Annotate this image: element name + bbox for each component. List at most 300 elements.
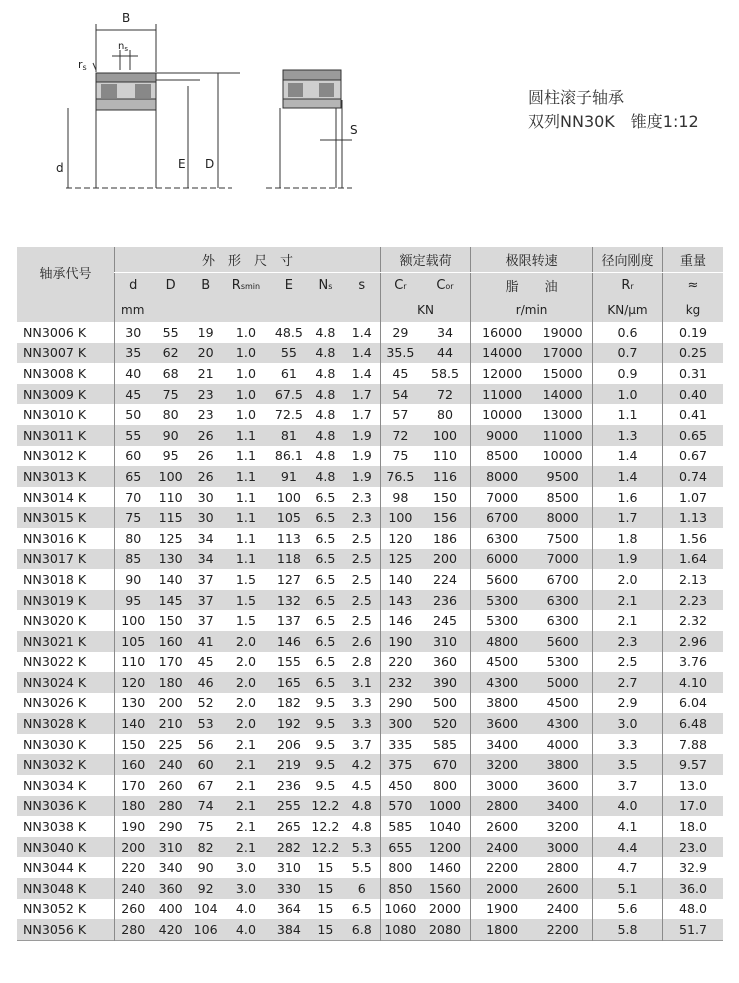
table-cell: 6300 <box>546 613 579 629</box>
table-cell: 1060 <box>381 899 420 920</box>
table-cell: 146 <box>381 610 420 631</box>
table-cell: 170 <box>115 775 152 796</box>
table-cell: 2.1 <box>235 819 256 835</box>
table-cell: 6700 <box>471 507 534 528</box>
table-cell: 45 <box>381 363 420 384</box>
table-cell: 60 <box>115 446 152 467</box>
table-cell: 1.8 <box>593 528 663 549</box>
table-row <box>17 652 723 673</box>
table-cell: 390 <box>420 672 471 693</box>
bearing-code-cell: NN3019 K <box>17 590 115 611</box>
table-cell: 8500 <box>546 489 579 505</box>
table-cell: 1.0 <box>222 384 271 405</box>
table-cell: 225 <box>158 736 183 752</box>
table-cell: 15 <box>307 919 343 940</box>
table-cell: 8000 <box>471 466 534 487</box>
bearing-code-cell: NN3008 K <box>23 365 87 381</box>
table-row <box>17 713 723 734</box>
table-cell: 3.0 <box>593 713 663 734</box>
table-cell: 75 <box>152 384 190 405</box>
table-cell: 1.1 <box>235 489 256 505</box>
table-cell: 40 <box>115 363 152 384</box>
table-cell: 3.1 <box>343 672 380 693</box>
table-cell: 4000 <box>546 736 579 752</box>
table-cell: 9.5 <box>315 736 336 752</box>
table-cell: 5300 <box>471 610 534 631</box>
table-cell: 15 <box>317 901 334 917</box>
table-cell: 1.1 <box>222 549 271 570</box>
table-cell: 3400 <box>533 796 592 817</box>
table-row <box>17 487 723 508</box>
label-B: B <box>122 11 131 25</box>
table-cell: 1000 <box>420 796 471 817</box>
table-cell: 12.2 <box>307 796 343 817</box>
table-cell: 2.3 <box>593 631 663 652</box>
table-cell: 81 <box>270 425 307 446</box>
table-row <box>17 734 723 755</box>
table-cell: 98 <box>381 487 420 508</box>
table-cell: 5000 <box>533 672 592 693</box>
col-Cr: Cr <box>381 273 420 299</box>
table-cell: 1.6 <box>593 487 663 508</box>
table-cell: 1.4 <box>593 446 663 467</box>
table-cell: 18.0 <box>663 816 724 837</box>
table-cell: 5.5 <box>351 860 372 876</box>
table-row <box>17 466 723 487</box>
table-cell: 0.40 <box>663 384 724 405</box>
table-row <box>17 857 723 878</box>
table-cell: 48.0 <box>663 899 724 920</box>
table-cell: 72 <box>420 384 471 405</box>
table-row <box>17 816 723 837</box>
table-cell: 335 <box>381 734 420 755</box>
table-cell: 1.5 <box>235 613 256 629</box>
table-cell: 80 <box>436 407 453 423</box>
unit-mm: mm <box>115 298 381 322</box>
table-cell: 2.0 <box>235 695 256 711</box>
table-cell: 4.8 <box>315 324 336 340</box>
table-cell: 110 <box>158 489 183 505</box>
table-cell: 1.1 <box>222 507 271 528</box>
table-cell: 1.5 <box>235 571 256 587</box>
table-cell: 14000 <box>471 343 534 364</box>
col-approx: ≈ <box>663 273 724 299</box>
table-cell: 100 <box>152 466 190 487</box>
table-cell: 1.1 <box>593 404 663 425</box>
table-cell: 125 <box>381 549 420 570</box>
table-cell: 132 <box>270 590 307 611</box>
table-cell: 200 <box>158 695 183 711</box>
table-cell: 2600 <box>471 816 534 837</box>
table-cell: 450 <box>381 775 420 796</box>
table-cell: 3600 <box>471 713 534 734</box>
table-cell: 4500 <box>471 652 534 673</box>
table-cell: 37 <box>190 590 222 611</box>
unit-rpm: r/min <box>471 298 593 322</box>
table-row <box>17 528 723 549</box>
table-cell: 57 <box>381 404 420 425</box>
table-cell: 36.0 <box>663 878 724 899</box>
table-cell: 30 <box>197 489 214 505</box>
table-cell: 3800 <box>533 754 592 775</box>
table-cell: 9000 <box>471 425 534 446</box>
table-cell: 105 <box>115 631 152 652</box>
table-cell: 1.4 <box>593 466 663 487</box>
table-cell: 206 <box>276 736 301 752</box>
table-cell: 75 <box>197 819 214 835</box>
table-cell: 180 <box>152 672 190 693</box>
table-cell: 192 <box>270 713 307 734</box>
table-cell: 16000 <box>471 322 534 343</box>
table-cell: 4300 <box>533 713 592 734</box>
table-cell: 3200 <box>471 754 534 775</box>
label-D: D <box>205 157 215 171</box>
table-cell: 2.3 <box>343 507 380 528</box>
group-weight: 重量 <box>663 247 724 273</box>
table-cell: 3.7 <box>351 736 372 752</box>
table-row <box>17 754 723 775</box>
table-cell: 2.32 <box>663 610 724 631</box>
table-cell: 45 <box>197 654 214 670</box>
table-cell: 15 <box>307 878 343 899</box>
table-cell: 113 <box>276 530 301 546</box>
table-cell: 1.07 <box>663 487 724 508</box>
table-cell: 15000 <box>542 365 583 381</box>
table-row <box>17 425 723 446</box>
table-cell: 670 <box>420 754 471 775</box>
bearing-code-cell: NN3040 K <box>17 837 115 858</box>
table-cell: 180 <box>115 796 152 817</box>
table-cell: 9.5 <box>315 695 336 711</box>
table-cell: 45 <box>115 384 152 405</box>
group-speed: 极限转速 <box>471 247 593 273</box>
table-cell: 30 <box>190 507 222 528</box>
table-cell: 110 <box>115 652 152 673</box>
bearing-code-cell: NN3017 K <box>17 549 115 570</box>
table-cell: 105 <box>270 507 307 528</box>
table-cell: 3.3 <box>593 734 663 755</box>
table-cell: 360 <box>432 654 457 670</box>
table-cell: 6.48 <box>663 713 724 734</box>
table-cell: 4.8 <box>351 819 372 835</box>
table-cell: 5300 <box>471 590 534 611</box>
table-cell: 6 <box>343 878 380 899</box>
bearing-code-cell: NN3014 K <box>23 489 87 505</box>
table-cell: 3600 <box>546 777 579 793</box>
table-cell: 6300 <box>471 528 534 549</box>
table-cell: 2.3 <box>351 489 372 505</box>
table-cell: 34 <box>197 530 214 546</box>
title-line2: 双列NN30K 锥度1:12 <box>528 112 699 131</box>
bearing-code-cell: NN3052 K <box>23 901 87 917</box>
table-cell: 26 <box>190 425 222 446</box>
table-cell: 375 <box>381 754 420 775</box>
table-cell: 4.8 <box>343 796 380 817</box>
table-cell: 116 <box>420 466 471 487</box>
table-cell: 95 <box>162 448 179 464</box>
table-cell: 150 <box>158 613 183 629</box>
table-row <box>17 631 723 652</box>
table-cell: 190 <box>381 631 420 652</box>
table-cell: 2000 <box>428 901 461 917</box>
table-cell: 2.5 <box>343 549 380 570</box>
table-cell: 5.1 <box>593 878 663 899</box>
table-cell: 800 <box>432 777 457 793</box>
table-cell: 236 <box>420 590 471 611</box>
label-S: S <box>350 123 358 137</box>
table-cell: 9500 <box>533 466 592 487</box>
table-cell: 2.9 <box>593 693 663 714</box>
table-cell: 1460 <box>428 860 461 876</box>
table-cell: 46 <box>190 672 222 693</box>
bearing-code-cell: NN3020 K <box>23 613 87 629</box>
table-cell: 2.0 <box>222 672 271 693</box>
bearing-code-cell: NN3026 K <box>23 695 87 711</box>
bearing-code-cell: NN3024 K <box>17 672 115 693</box>
table-cell: 384 <box>270 919 307 940</box>
table-cell: 23 <box>197 407 214 423</box>
table-cell: 4.0 <box>222 919 271 940</box>
table-cell: 6.5 <box>307 631 343 652</box>
table-cell: 17000 <box>533 343 592 364</box>
col-R: Rsmin <box>222 273 271 299</box>
table-cell: 91 <box>270 466 307 487</box>
table-cell: 240 <box>152 754 190 775</box>
table-cell: 82 <box>190 837 222 858</box>
table-cell: 2.1 <box>235 736 256 752</box>
table-cell: 48.5 <box>274 324 303 340</box>
table-cell: 7000 <box>533 549 592 570</box>
table-cell: 44 <box>420 343 471 364</box>
table-cell: 1.9 <box>343 466 380 487</box>
table-cell: 61 <box>280 365 297 381</box>
table-cell: 1.4 <box>343 343 380 364</box>
table-cell: 160 <box>152 631 190 652</box>
table-cell: 585 <box>432 736 457 752</box>
table-cell: 86.1 <box>274 448 303 464</box>
table-cell: 3.3 <box>343 713 380 734</box>
table-cell: 6.5 <box>307 507 343 528</box>
table-cell: 1.0 <box>235 407 256 423</box>
table-cell: 4.8 <box>307 384 343 405</box>
table-cell: 4.8 <box>307 425 343 446</box>
table-cell: 4.5 <box>351 777 372 793</box>
table-cell: 100 <box>276 489 301 505</box>
table-cell: 7500 <box>546 530 579 546</box>
table-cell: 310 <box>152 837 190 858</box>
table-cell: 2.1 <box>593 610 663 631</box>
table-cell: 6.04 <box>663 693 724 714</box>
table-cell: 9.57 <box>663 754 724 775</box>
table-cell: 3.7 <box>593 775 663 796</box>
table-cell: 6.5 <box>315 489 336 505</box>
table-cell: 150 <box>115 734 152 755</box>
roller-left <box>101 84 117 98</box>
table-cell: 67.5 <box>270 384 307 405</box>
table-cell: 1.1 <box>235 448 256 464</box>
bearing-code-cell: NN3028 K <box>17 713 115 734</box>
table-cell: 72 <box>381 425 420 446</box>
table-cell: 4.8 <box>315 448 336 464</box>
table-cell: 12.2 <box>307 837 343 858</box>
table-cell: 5.6 <box>593 899 663 920</box>
table-cell: 190 <box>115 816 152 837</box>
table-row <box>17 363 723 384</box>
table-cell: 2.1 <box>222 754 271 775</box>
table-row <box>17 672 723 693</box>
table-cell: 6300 <box>533 590 592 611</box>
table-cell: 11000 <box>471 384 534 405</box>
table-cell: 1.56 <box>663 528 724 549</box>
table-cell: 13.0 <box>663 775 724 796</box>
table-row <box>17 343 723 364</box>
table-cell: 2.5 <box>351 530 372 546</box>
table-cell: 240 <box>115 878 152 899</box>
table-cell: 585 <box>381 816 420 837</box>
table-cell: 186 <box>432 530 457 546</box>
table-cell: 7000 <box>471 487 534 508</box>
table-cell: 2.0 <box>593 569 663 590</box>
table-cell: 160 <box>115 754 152 775</box>
table-cell: 340 <box>158 860 183 876</box>
table-cell: 35.5 <box>381 343 420 364</box>
table-cell: 13000 <box>542 407 583 423</box>
title-block <box>528 86 699 134</box>
table-cell: 2.1 <box>235 777 256 793</box>
table-cell: 34 <box>190 549 222 570</box>
table-cell: 80 <box>115 528 152 549</box>
table-cell: 2.5 <box>593 652 663 673</box>
table-cell: 232 <box>381 672 420 693</box>
table-body <box>17 322 723 940</box>
col-d: d <box>115 273 152 299</box>
table-cell: 156 <box>420 507 471 528</box>
table-cell: 200 <box>115 837 152 858</box>
table-cell: 11000 <box>533 425 592 446</box>
col-E: E <box>270 273 307 299</box>
table-cell: 219 <box>270 754 307 775</box>
table-cell: 2.5 <box>343 590 380 611</box>
table-cell: 2.96 <box>663 631 724 652</box>
table-cell: 800 <box>381 857 420 878</box>
table-cell: 2.23 <box>663 590 724 611</box>
table-cell: 140 <box>115 713 152 734</box>
bearing-spec-table <box>17 247 723 941</box>
table-cell: 9.5 <box>315 777 336 793</box>
col-Cor: Cor <box>420 273 471 299</box>
bearing-code-cell: NN3018 K <box>23 571 87 587</box>
table-cell: 165 <box>270 672 307 693</box>
table-cell: 90 <box>197 860 214 876</box>
table-cell: 6.5 <box>307 590 343 611</box>
bearing-code-cell: NN3036 K <box>17 796 115 817</box>
table-cell: 0.41 <box>663 404 724 425</box>
table-cell: 3.0 <box>222 878 271 899</box>
table-cell: 5.8 <box>593 919 663 940</box>
table-cell: 155 <box>276 654 301 670</box>
bearing-code-cell: NN3015 K <box>17 507 115 528</box>
table-cell: 100 <box>381 507 420 528</box>
table-row <box>17 775 723 796</box>
table-cell: 55 <box>115 425 152 446</box>
table-cell: 1.7 <box>343 384 380 405</box>
table-cell: 224 <box>432 571 457 587</box>
table-cell: 0.25 <box>663 343 724 364</box>
table-cell: 265 <box>276 819 301 835</box>
table-cell: 58.5 <box>430 365 459 381</box>
table-cell: 1080 <box>381 919 420 940</box>
table-cell: 75 <box>115 507 152 528</box>
table-cell: 3400 <box>471 734 534 755</box>
table-cell: 30 <box>115 322 152 343</box>
table-cell: 8000 <box>533 507 592 528</box>
table-cell: 520 <box>420 713 471 734</box>
table-cell: 300 <box>381 713 420 734</box>
table-cell: 2800 <box>471 796 534 817</box>
table-cell: 282 <box>270 837 307 858</box>
table-cell: 100 <box>420 425 471 446</box>
table-cell: 4.8 <box>315 365 336 381</box>
table-row <box>17 322 723 343</box>
table-cell: 6.5 <box>315 571 336 587</box>
table-cell: 7.88 <box>663 734 724 755</box>
bearing-code-cell: NN3016 K <box>23 530 87 546</box>
table-cell: 67 <box>197 777 214 793</box>
table-cell: 2.5 <box>351 613 372 629</box>
table-cell: 2.7 <box>593 672 663 693</box>
table-cell: 1.9 <box>351 448 372 464</box>
table-cell: 236 <box>276 777 301 793</box>
table-cell: 500 <box>432 695 457 711</box>
table-cell: 200 <box>420 549 471 570</box>
table-cell: 0.65 <box>663 425 724 446</box>
bearing-code-cell: NN3032 K <box>17 754 115 775</box>
table-cell: 170 <box>158 654 183 670</box>
table-cell: 10000 <box>471 404 534 425</box>
table-cell: 1.9 <box>593 549 663 570</box>
table-cell: 9.5 <box>307 713 343 734</box>
table-cell: 6.5 <box>315 654 336 670</box>
table-cell: 1560 <box>420 878 471 899</box>
table-cell: 146 <box>270 631 307 652</box>
table-cell: 56 <box>197 736 214 752</box>
bearing-code-cell: NN3030 K <box>23 736 87 752</box>
table-cell: 1.0 <box>235 365 256 381</box>
table-cell: 3000 <box>533 837 592 858</box>
table-cell: 1.3 <box>593 425 663 446</box>
table-row <box>17 404 723 425</box>
table-cell: 35 <box>115 343 152 364</box>
table-cell: 220 <box>381 652 420 673</box>
col-s: s <box>343 273 380 299</box>
table-cell: 4.8 <box>307 343 343 364</box>
table-cell: 20 <box>190 343 222 364</box>
table-cell: 120 <box>381 528 420 549</box>
table-cell: 76.5 <box>381 466 420 487</box>
table-cell: 2.1 <box>222 796 271 817</box>
table-cell: 2.0 <box>235 654 256 670</box>
table-cell: 1.5 <box>222 590 271 611</box>
table-cell: 6.5 <box>315 613 336 629</box>
table-row <box>17 796 723 817</box>
table-cell: 1.7 <box>351 407 372 423</box>
table-cell: 364 <box>276 901 301 917</box>
table-cell: 260 <box>158 777 183 793</box>
unit-stiffness: KN/μm <box>593 298 663 322</box>
table-cell: 55 <box>270 343 307 364</box>
bearing-code-cell: NN3010 K <box>23 407 87 423</box>
table-cell: 3.5 <box>593 754 663 775</box>
